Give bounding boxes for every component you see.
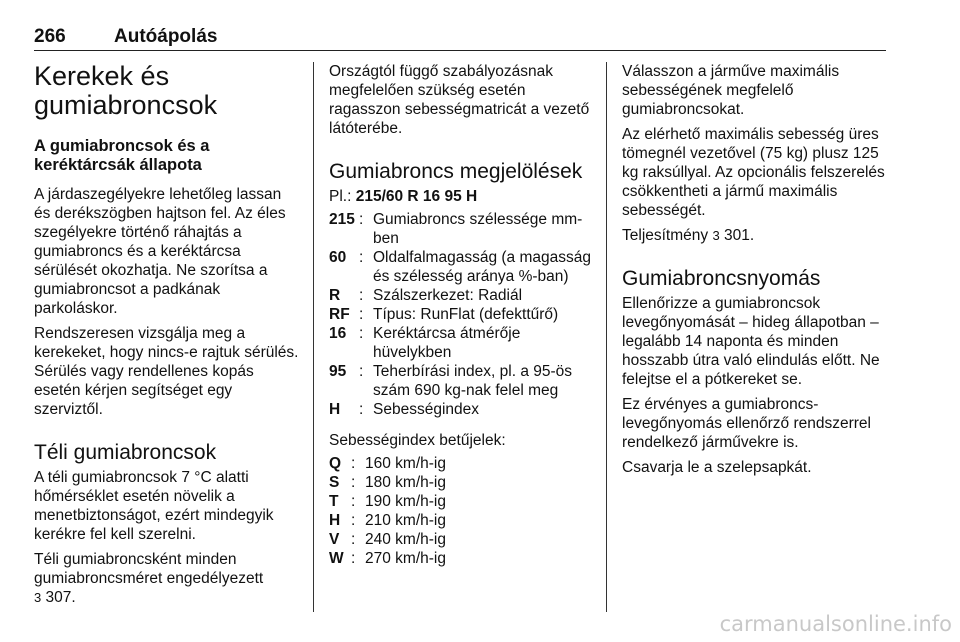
column-3 <box>622 62 892 483</box>
separator: : <box>359 211 364 228</box>
paragraph: Ellenőrizze a gumiabroncsok levegőnyomását – hideg állapotban – legalább 14 naponta és minden hosszabb útra való elindulás előtt. Ne felejtse el a pótkereket se. <box>622 295 880 388</box>
separator: : <box>359 306 364 323</box>
definition-value: Típus: RunFlat (defekttűrő) <box>373 306 559 323</box>
definition-key: 16 <box>329 325 347 342</box>
speed-key: W <box>329 550 344 567</box>
separator: : <box>359 363 364 380</box>
definition-value: Oldalfalmagasság (a magasság és szélesség aránya %-ban) <box>373 249 591 285</box>
section-title: Kerekek és gumiabroncsok <box>34 61 218 120</box>
definition-key: H <box>329 401 341 418</box>
definition-key: RF <box>329 306 350 323</box>
speed-key: Q <box>329 455 342 472</box>
definition-value: Sebességindex <box>373 401 479 418</box>
performance-ref <box>622 226 892 245</box>
speed-value: 240 km/h-ig <box>365 531 446 548</box>
paragraph: Ez érvényes a gumiabroncs-levegőnyomás ellenőrző rendszerrel rendelkező járművekre is. <box>622 396 871 451</box>
definition-value: Teherbírási index, pl. a 95-ös szám 690 kg-nak felel meg <box>373 363 573 399</box>
definition-key: 60 <box>329 249 347 266</box>
page-number: 266 <box>34 26 66 47</box>
speed-value: 180 km/h-ig <box>365 474 446 491</box>
paragraph: A járdaszegélyekre lehetőleg lassan és derékszögben hajtson fel. Az éles szegélyekre történő ráhajtás a gumiabroncs és a keréktárcsa sérülését okozhatja. Ne szorítsa a gumiabroncsot a padkának parkoláskor. <box>34 186 286 317</box>
page-ref-link[interactable]: 307. <box>45 589 76 606</box>
page-ref-link[interactable]: 301. <box>724 227 755 244</box>
paragraph: Országtól függő szabályozásnak megfelelően szükség esetén ragasszon sebességmatricát a vezető látóterébe. <box>329 63 590 137</box>
separator: : <box>351 455 356 472</box>
winter-tyres-section <box>34 441 300 607</box>
page-ref-arrow-icon: 3 <box>712 228 720 243</box>
tyre-pressure-section <box>622 267 892 477</box>
speed-value: 160 km/h-ig <box>365 455 446 472</box>
watermark: carmanualsonline.info <box>719 612 952 636</box>
example-prefix: Pl.: <box>329 188 352 205</box>
separator: : <box>359 401 364 418</box>
page-header <box>34 26 886 48</box>
chapter-title: Autóápolás <box>114 26 218 47</box>
speed-key: H <box>329 512 341 529</box>
paragraph: Rendszeresen vizsgálja meg a kerekeket, hogy nincs-e rajtuk sérülés. Sérülés vagy rendellenes kopás esetén kérjen segítséget egy szerviztől. <box>34 325 299 418</box>
definition-value: Gumiabroncs szélessége mm-ben <box>373 211 583 247</box>
performance-label: Teljesítmény <box>622 227 709 244</box>
separator: : <box>351 531 356 548</box>
paragraph <box>34 550 300 607</box>
tyre-markings-section <box>329 160 591 568</box>
separator: : <box>351 493 356 510</box>
paragraph-text: Téli gumiabroncsként minden gumiabroncsméret engedélyezett <box>34 551 264 587</box>
example-code: 215/60 R 16 95 H <box>355 188 478 205</box>
paragraph: Válasszon a járműve maximális sebességének megfelelő gumiabroncsokat. <box>622 63 840 118</box>
separator: : <box>359 287 364 304</box>
speed-value: 210 km/h-ig <box>365 512 446 529</box>
separator: : <box>351 512 356 529</box>
separator: : <box>359 249 364 266</box>
column-divider-2 <box>606 62 607 612</box>
speed-index-list <box>329 454 591 568</box>
separator: : <box>351 550 356 567</box>
definition-key: 215 <box>329 211 355 228</box>
separator: : <box>351 474 356 491</box>
speed-key: T <box>329 493 339 510</box>
winter-tyres-heading: Téli gumiabroncsok <box>34 441 217 464</box>
example-line <box>329 187 591 206</box>
definition-key: R <box>329 287 341 304</box>
tyre-pressure-heading: Gumiabroncsnyomás <box>622 267 821 290</box>
column-divider-1 <box>313 62 314 612</box>
paragraph: Az elérhető maximális sebesség üres tömegnél vezetővel (75 kg) plusz 125 kg raksúllyal. Az opcionális felszerelés csökkentheti a jármű maximális sebességét. <box>622 126 885 219</box>
page-ref-arrow-icon: 3 <box>34 590 42 605</box>
paragraph: Csavarja le a szelepsapkát. <box>622 459 812 476</box>
subsection-title: A gumiabroncsok és a keréktárcsák állapota <box>34 137 210 174</box>
column-1 <box>34 62 300 613</box>
speed-value: 270 km/h-ig <box>365 550 446 567</box>
definition-value: Szálszerkezet: Radiál <box>373 287 523 304</box>
column-2 <box>329 62 591 568</box>
tyre-markings-heading: Gumiabroncs megjelölések <box>329 160 583 183</box>
speed-index-heading: Sebességindex betűjelek: <box>329 432 506 449</box>
speed-key: V <box>329 531 340 548</box>
speed-value: 190 km/h-ig <box>365 493 446 510</box>
definition-list <box>329 210 591 419</box>
separator: : <box>359 325 364 342</box>
definition-value: Keréktárcsa átmérője hüvelykben <box>373 325 521 361</box>
definition-key: 95 <box>329 363 347 380</box>
paragraph: A téli gumiabroncsok 7 °C alatti hőmérséklet esetén növelik a menetbiztonságot, ezért mindegyik kerékre fel kell szerelni. <box>34 469 274 543</box>
header-rule <box>34 50 886 51</box>
speed-key: S <box>329 474 340 491</box>
